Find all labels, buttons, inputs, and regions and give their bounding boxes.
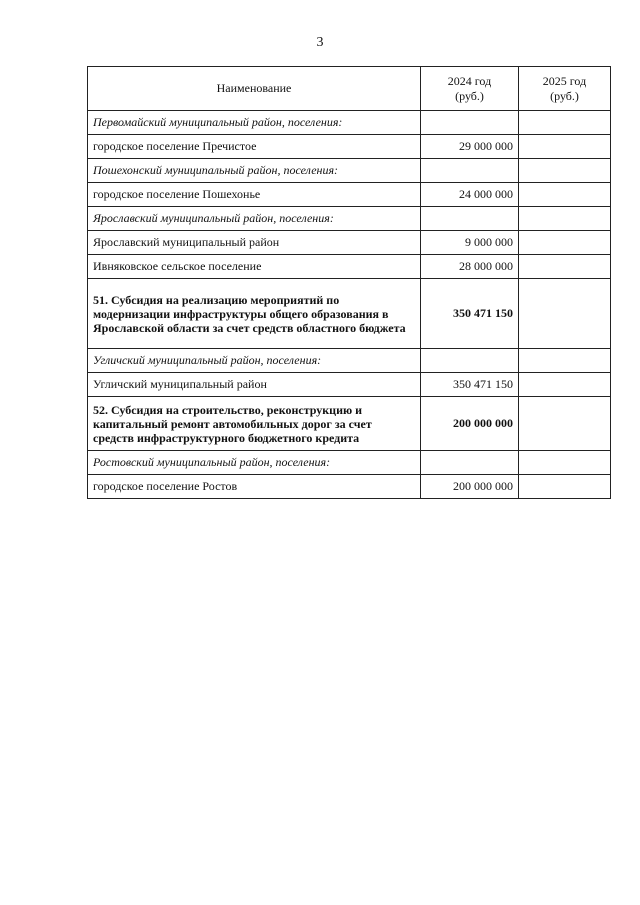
table-row — [88, 183, 611, 207]
table-row — [88, 135, 611, 159]
header-2025: 2025 год (руб.) — [519, 67, 611, 111]
row-2024-value: 28 000 000 — [421, 255, 519, 279]
row-2025-value — [519, 475, 611, 499]
table-row — [88, 279, 611, 349]
page-number: 3 — [316, 35, 324, 50]
row-2024-value: 24 000 000 — [421, 183, 519, 207]
table-row — [88, 373, 611, 397]
row-2025-value — [519, 111, 611, 135]
header-2024: 2024 год (руб.) — [421, 67, 519, 111]
row-name: Угличский муниципальный район, поселения: — [88, 349, 421, 373]
row-2025-value — [519, 451, 611, 475]
row-2025-value — [519, 183, 611, 207]
row-2025-value — [519, 135, 611, 159]
table-row — [88, 255, 611, 279]
row-2024-value: 350 471 150 — [421, 279, 519, 349]
header-name: Наименование — [88, 67, 421, 111]
row-name: Ярославский муниципальный район, поселения: — [88, 207, 421, 231]
row-2025-value — [519, 397, 611, 451]
table-row — [88, 111, 611, 135]
table-row — [88, 207, 611, 231]
row-2024-value — [421, 451, 519, 475]
table-row — [88, 231, 611, 255]
row-2024-value — [421, 207, 519, 231]
row-name: городское поселение Пречистое — [88, 135, 421, 159]
row-2024-value: 200 000 000 — [421, 397, 519, 451]
row-name: Ростовский муниципальный район, поселения: — [88, 451, 421, 475]
row-name: Ивняковское сельское поселение — [88, 255, 421, 279]
row-name: городское поселение Ростов — [88, 475, 421, 499]
row-2024-value: 350 471 150 — [421, 373, 519, 397]
row-2025-value — [519, 207, 611, 231]
table-header-row — [88, 67, 611, 111]
row-2024-value — [421, 111, 519, 135]
row-2025-value — [519, 349, 611, 373]
row-2025-value — [519, 373, 611, 397]
row-2025-value — [519, 159, 611, 183]
row-2024-value — [421, 349, 519, 373]
row-2024-value: 29 000 000 — [421, 135, 519, 159]
row-name: городское поселение Пошехонье — [88, 183, 421, 207]
table-row — [88, 159, 611, 183]
budget-table — [87, 66, 611, 499]
row-name: Ярославский муниципальный район — [88, 231, 421, 255]
row-2025-value — [519, 255, 611, 279]
row-2025-value — [519, 279, 611, 349]
row-name: Пошехонский муниципальный район, поселения: — [88, 159, 421, 183]
row-name: 52. Субсидия на строительство, реконструкцию и капитальный ремонт автомобильных дорог за счет средств инфраструктурного бюджетного кредита — [88, 397, 421, 451]
table-row — [88, 397, 611, 451]
row-name: Угличский муниципальный район — [88, 373, 421, 397]
table-row — [88, 349, 611, 373]
table-row — [88, 451, 611, 475]
row-name: 51. Субсидия на реализацию мероприятий по модернизации инфраструктуры общего образования в Ярославской области за счет средств областного бюджета — [88, 279, 421, 349]
table-row — [88, 475, 611, 499]
row-name: Первомайский муниципальный район, поселения: — [88, 111, 421, 135]
row-2024-value: 9 000 000 — [421, 231, 519, 255]
row-2024-value — [421, 159, 519, 183]
row-2024-value: 200 000 000 — [421, 475, 519, 499]
row-2025-value — [519, 231, 611, 255]
